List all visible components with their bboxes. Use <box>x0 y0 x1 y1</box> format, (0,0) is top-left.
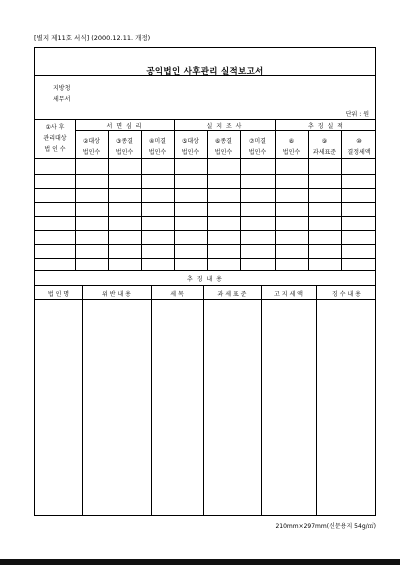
form-title: 공익법인 사후관리 실적보고서 <box>146 67 264 77</box>
collection-header: 징 수 내 용 <box>332 291 361 298</box>
table-top-border <box>35 119 375 120</box>
col-divider <box>203 285 204 516</box>
violation-header: 위 반 내 용 <box>102 291 131 298</box>
row-line <box>35 174 375 175</box>
sub-header: ③종결 법인수 <box>115 138 134 156</box>
tax-item-header: 세 목 <box>170 291 184 298</box>
notice-tax-header: 고 지 세 액 <box>274 291 303 298</box>
col-divider <box>261 285 262 516</box>
regional-office-label: 지방청 <box>53 85 71 92</box>
sub-header: ⑧ 법인수 <box>282 138 301 156</box>
col-divider <box>151 285 152 516</box>
row-line <box>35 188 375 189</box>
sub-header: ⑥종결 법인수 <box>214 138 233 156</box>
written-review-header: 서 면 심 리 <box>106 123 143 130</box>
sub-header: ⑩ 결정세액 <box>347 138 371 156</box>
paper-spec: 210mm×297mm(신문용지 54g/㎡) <box>275 523 376 530</box>
bottom-edge-bar <box>0 559 400 565</box>
field-audit-header: 실 지 조 사 <box>206 123 243 130</box>
sub-header: ⑦미결 법인수 <box>248 138 267 156</box>
collection-details-title: 추 징 내 용 <box>187 276 223 283</box>
unit-label: 단위 : 원 <box>345 111 369 118</box>
row-line <box>35 216 375 217</box>
group-header-divider <box>75 130 375 131</box>
form-number-note: [별지 제11호 서식] (2000.12.11. 개정) <box>34 34 151 42</box>
sub-header: ⑨ 과세표준 <box>312 138 337 156</box>
tax-base-header: 과 세 표 준 <box>217 291 247 298</box>
col-divider <box>82 285 83 516</box>
sub-header: ⑤대상 법인수 <box>181 138 200 156</box>
col1-header: ①사 후 관리대상 법 인 수 <box>43 124 67 153</box>
row-line <box>35 258 375 259</box>
row-line <box>35 230 375 231</box>
sub-header: ②대상 법인수 <box>82 138 101 156</box>
sub-header: ④미결 법인수 <box>148 138 167 156</box>
top-table-bottom-border <box>35 270 375 271</box>
title-divider <box>35 75 375 76</box>
col-divider <box>316 285 317 516</box>
row-line <box>35 244 375 245</box>
header-bottom-border <box>35 158 375 159</box>
office-labels <box>53 83 70 105</box>
row-line <box>35 202 375 203</box>
tax-office-label: 세무서 <box>53 96 71 103</box>
corp-name-header: 법 인 명 <box>47 291 70 298</box>
bottom-header-border <box>35 299 375 300</box>
collection-results-header: 추 징 실 적 <box>308 123 344 130</box>
section-divider <box>35 285 375 286</box>
report-form <box>34 47 376 516</box>
